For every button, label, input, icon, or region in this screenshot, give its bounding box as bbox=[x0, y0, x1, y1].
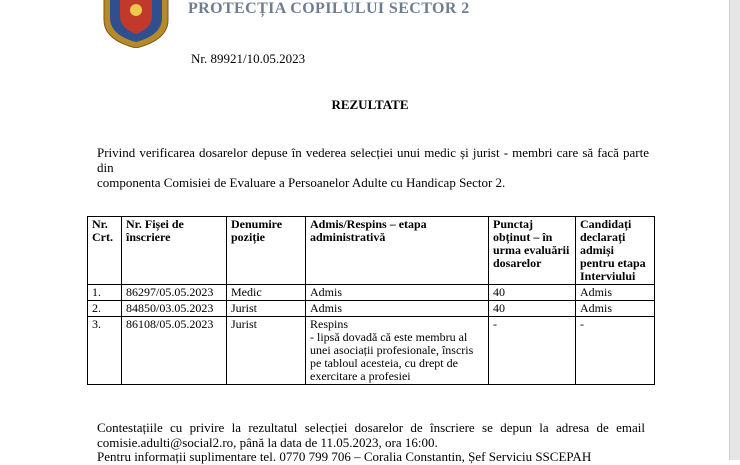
footer-line-3: Pentru informații suplimentare tel. 0770 799 706 – Coralia Constantin, Șef Serviciu SSCEPAH bbox=[97, 449, 592, 464]
document-number: Nr. 89921/10.05.2023 bbox=[191, 51, 306, 66]
cell-pozitie: Jurist bbox=[227, 317, 306, 385]
cell-nr: 2. bbox=[88, 301, 122, 317]
window-scrollbar[interactable] bbox=[729, 0, 740, 460]
footer-line-1: Contestațiile cu privire la rezultatul selecției dosarelor de înscriere se depun la adresa de email bbox=[97, 420, 645, 435]
cell-fisa: 86108/05.05.2023 bbox=[122, 317, 227, 385]
table-row bbox=[88, 317, 655, 385]
page-title: REZULTATE bbox=[331, 97, 409, 112]
footer-line-2: comisie.adulti@social2.ro, până la data de 11.05.2023, ora 16:00. bbox=[97, 434, 438, 450]
header-punctaj: Punctaj obținut – în urma evaluării dosarelor bbox=[489, 217, 576, 285]
cell-interviu: Admis bbox=[576, 301, 655, 317]
institution-name: PROTECȚIA COPILULUI SECTOR 2 bbox=[188, 0, 470, 17]
table-header-row bbox=[88, 217, 655, 285]
cell-pozitie: Medic bbox=[227, 285, 306, 301]
cell-nr: 3. bbox=[88, 317, 122, 385]
intro-line-1: Privind verificarea dosarelor depuse în vederea selecției unui medic și jurist - membri care să facă parte din bbox=[97, 145, 649, 175]
cell-punctaj: 40 bbox=[489, 301, 576, 317]
cell-nr: 1. bbox=[88, 285, 122, 301]
cell-pozitie: Jurist bbox=[227, 301, 306, 317]
cell-interviu: Admis bbox=[576, 285, 655, 301]
header-pozitie: Denumire poziție bbox=[227, 217, 306, 285]
footer-notes bbox=[97, 421, 645, 465]
intro-line-2: componenta Comisiei de Evaluare a Persoanelor Adulte cu Handicap Sector 2. bbox=[97, 175, 506, 190]
cell-fisa: 86297/05.05.2023 bbox=[122, 285, 227, 301]
header-nr: Nr. Crt. bbox=[88, 217, 122, 285]
cell-interviu: - bbox=[576, 317, 655, 385]
cell-punctaj: - bbox=[489, 317, 576, 385]
cell-punctaj: 40 bbox=[489, 285, 576, 301]
table-row bbox=[88, 301, 655, 317]
header-status: Admis/Respins – etapa administrativă bbox=[306, 217, 489, 285]
cell-status: Admis bbox=[306, 285, 489, 301]
cell-status bbox=[306, 317, 489, 385]
cell-fisa: 84850/03.05.2023 bbox=[122, 301, 227, 317]
rejection-reason: - lipsă dovadă că este membru al unei asociații profesionale, înscris pe tabloul acesteia, cu drept de exercitare a profesiei bbox=[310, 330, 474, 383]
table-row bbox=[88, 285, 655, 301]
header-candidati: Candidați declarați admiși pentru etapa Interviului bbox=[576, 217, 655, 285]
status-value: Respins bbox=[310, 317, 349, 331]
header-fisa: Nr. Fișei de înscriere bbox=[122, 217, 227, 285]
cell-status: Admis bbox=[306, 301, 489, 317]
intro-paragraph bbox=[97, 145, 649, 190]
coat-of-arms-logo bbox=[100, 0, 172, 48]
results-table bbox=[87, 216, 655, 385]
